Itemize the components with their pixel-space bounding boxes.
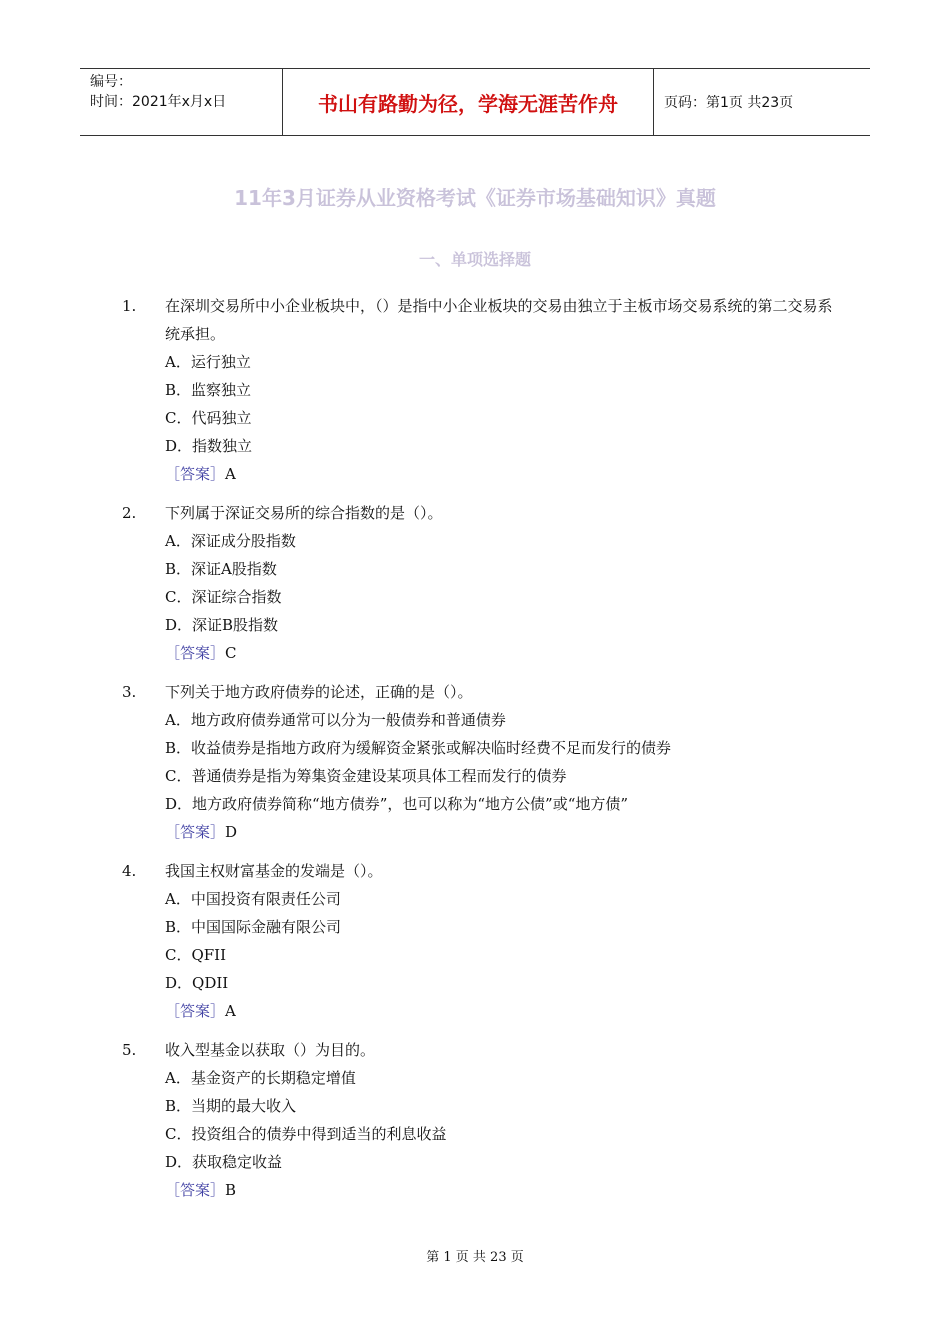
option-item: A．中国投资有限责任公司 <box>165 890 341 908</box>
question-line <box>122 857 842 885</box>
question-number: 5. <box>122 1041 137 1059</box>
question-number: 1. <box>122 297 137 315</box>
answer-value: B <box>225 1181 237 1199</box>
answer-label: ［答案］ <box>165 823 226 841</box>
answer-line <box>122 460 842 488</box>
motto: 书山有路勤为径，学海无涯苦作舟 <box>282 69 654 135</box>
answer-value: A <box>225 465 236 483</box>
option-item: C．QFII <box>165 946 227 964</box>
question-number: 2. <box>122 504 137 522</box>
option-item: C．深证综合指数 <box>165 588 282 606</box>
question-line <box>122 1036 842 1064</box>
question-line <box>122 499 842 527</box>
option-item: D．QDII <box>165 974 229 992</box>
option-item: B．监察独立 <box>165 381 252 399</box>
option-item: C．代码独立 <box>165 409 252 427</box>
question-text: 我国主权财富基金的发端是（）。 <box>165 862 383 880</box>
question-text: 下列关于地方政府债券的论述，正确的是（）。 <box>165 683 473 701</box>
answer-line <box>122 997 842 1025</box>
question-text: 下列属于深证交易所的综合指数的是（）。 <box>165 504 443 522</box>
question-number: 3. <box>122 683 137 701</box>
question-item <box>122 678 842 846</box>
answer-line <box>122 1176 842 1204</box>
option-item: A．深证成分股指数 <box>165 532 296 550</box>
answer-label: ［答案］ <box>165 465 226 483</box>
question-line <box>122 678 842 706</box>
question-item <box>122 292 842 488</box>
option-item: D．获取稳定收益 <box>165 1153 283 1171</box>
question-item <box>122 499 842 667</box>
option-item: B．深证A股指数 <box>165 560 277 578</box>
question-text: 在深圳交易所中小企业板块中，（）是指中小企业板块的交易由独立于主板市场交易系统的第二交易系统承担。 <box>165 297 833 343</box>
section-heading: 一、单项选择题 <box>418 250 531 269</box>
answer-label: ［答案］ <box>165 1002 226 1020</box>
answer-value: D <box>225 823 238 841</box>
answer-label: ［答案］ <box>165 1181 226 1199</box>
option-item: A．地方政府债券通常可以分为一般债券和普通债券 <box>165 711 506 729</box>
question-text: 收入型基金以获取（）为目的。 <box>165 1041 376 1059</box>
option-item: B．收益债券是指地方政府为缓解资金紧张或解决临时经费不足而发行的债券 <box>165 739 672 757</box>
document-title: 11年3月证券从业资格考试《证券市场基础知识》真题 <box>234 186 716 210</box>
question-number: 4. <box>122 862 137 880</box>
option-item: A．运行独立 <box>165 353 251 371</box>
option-item: C．投资组合的债券中得到适当的利息收益 <box>165 1125 447 1143</box>
answer-line <box>122 818 842 846</box>
answer-value: A <box>225 1002 236 1020</box>
header-left-cell <box>80 69 282 135</box>
option-item: C．普通债券是指为筹集资金建设某项具体工程而发行的债券 <box>165 767 567 785</box>
option-item: D．指数独立 <box>165 437 253 455</box>
question-item <box>122 1036 842 1204</box>
option-item: D．地方政府债券简称“地方债券”，也可以称为“地方公债”或“地方债” <box>165 795 629 813</box>
question-list <box>122 292 842 1215</box>
page-header <box>80 68 870 136</box>
number-label: 编号： <box>90 74 132 90</box>
time-label: 时间：2021年x月x日 <box>90 94 227 110</box>
option-item: A．基金资产的长期稳定增值 <box>165 1069 356 1087</box>
option-item: B．中国国际金融有限公司 <box>165 918 342 936</box>
option-item: D．深证B股指数 <box>165 616 279 634</box>
answer-line <box>122 639 842 667</box>
question-line <box>122 292 842 348</box>
answer-value: C <box>225 644 237 662</box>
answer-label: ［答案］ <box>165 644 226 662</box>
question-item <box>122 857 842 1025</box>
option-item: B．当期的最大收入 <box>165 1097 297 1115</box>
page-info: 页码：第1页 共23页 <box>664 95 794 111</box>
page-footer: 第 1 页 共 23 页 <box>426 1250 524 1265</box>
